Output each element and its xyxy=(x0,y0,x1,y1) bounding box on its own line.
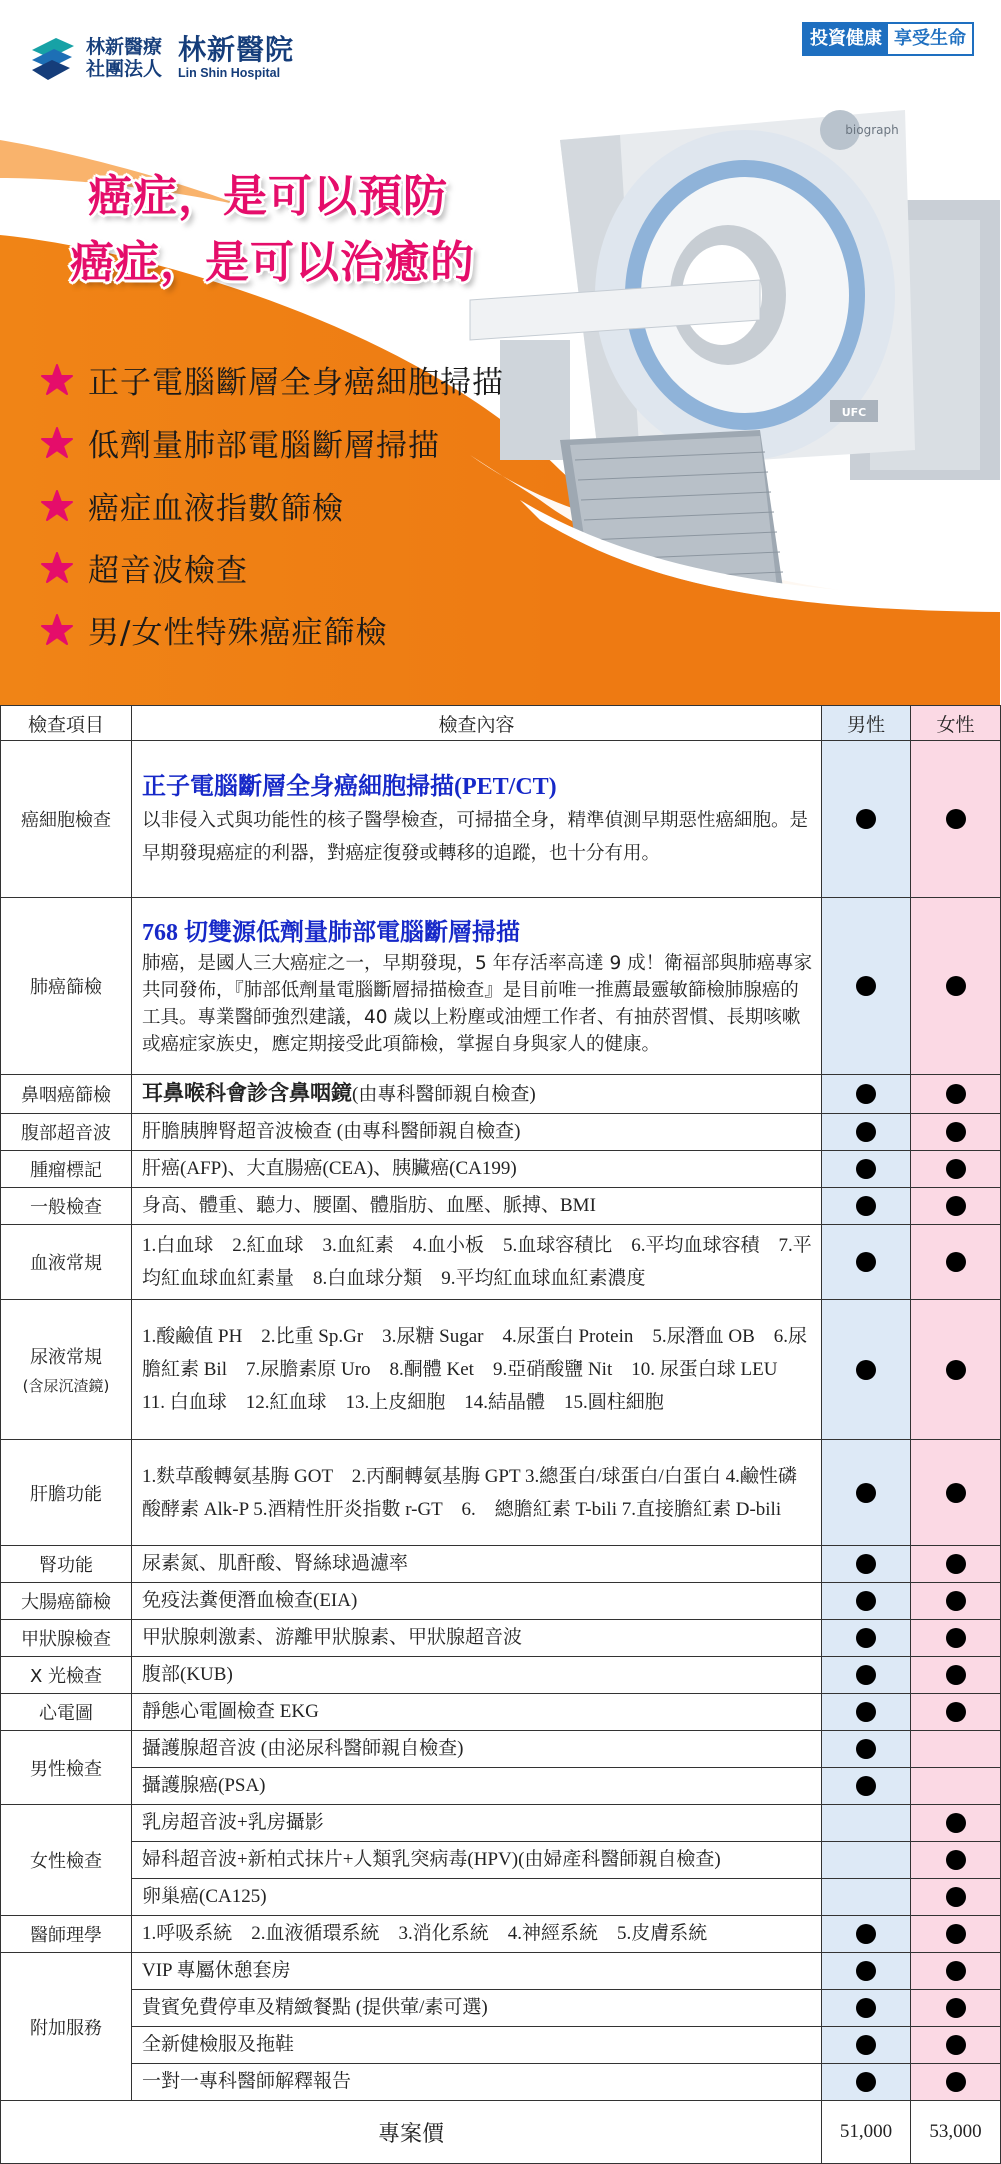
row-content: 婦科超音波+新柏式抹片+人類乳突病毒(HPV)(由婦產科醫師親自檢查) xyxy=(132,1842,822,1879)
included-dot-icon xyxy=(946,2072,966,2092)
row-category: 男性檢查 xyxy=(1,1731,132,1805)
included-dot-icon xyxy=(856,2035,876,2055)
row-category: 大腸癌篩檢 xyxy=(1,1583,132,1620)
included-dot-icon xyxy=(856,1961,876,1981)
row-category: 腎功能 xyxy=(1,1546,132,1583)
row-content: 免疫法糞便潛血檢查(EIA) xyxy=(132,1583,822,1620)
male-included xyxy=(822,741,911,898)
female-included xyxy=(911,1300,1001,1440)
table-row xyxy=(1,1151,1001,1188)
feature-label: 低劑量肺部電腦斷層掃描 xyxy=(88,428,440,464)
hero-banner xyxy=(0,0,1000,705)
nasopharynx-note: (由專科醫師親自檢查) xyxy=(352,1084,536,1105)
slogan-badge xyxy=(802,22,974,56)
included-dot-icon xyxy=(946,1360,966,1380)
table-row xyxy=(1,1225,1001,1300)
table-row xyxy=(1,1731,1001,1768)
male-included xyxy=(822,1953,911,1990)
table-row xyxy=(1,1583,1001,1620)
male-included xyxy=(822,1990,911,2027)
row-content xyxy=(132,741,822,898)
male-included xyxy=(822,1546,911,1583)
included-dot-icon xyxy=(856,1483,876,1503)
feature-item xyxy=(40,420,440,465)
urine-category-label: 尿液常規 xyxy=(30,1347,102,1368)
included-dot-icon xyxy=(946,1702,966,1722)
row-category: 腹部超音波 xyxy=(1,1114,132,1151)
included-dot-icon xyxy=(946,1196,966,1216)
row-category xyxy=(1,1300,132,1440)
row-content: 肝癌(AFP)、大直腸癌(CEA)、胰臟癌(CA199) xyxy=(132,1151,822,1188)
included-dot-icon xyxy=(856,1776,876,1796)
table-row xyxy=(1,1300,1001,1440)
male-included xyxy=(822,1075,911,1114)
row-category: 女性檢查 xyxy=(1,1805,132,1916)
female-included xyxy=(911,2027,1001,2064)
included-dot-icon xyxy=(856,1665,876,1685)
feature-label: 男/女性特殊癌症篩檢 xyxy=(88,615,388,651)
female-included xyxy=(911,1114,1001,1151)
feature-label: 癌症血液指數篩檢 xyxy=(88,491,344,527)
male-included xyxy=(822,1916,911,1953)
table-row xyxy=(1,741,1001,898)
star-icon xyxy=(40,426,74,460)
female-included xyxy=(911,1842,1001,1879)
table-row xyxy=(1,1916,1001,1953)
headline-prevent: 癌症，是可以預防 xyxy=(88,172,448,221)
row-content: 靜態心電圖檢查 EKG xyxy=(132,1694,822,1731)
male-not-included xyxy=(822,1842,911,1879)
included-dot-icon xyxy=(946,809,966,829)
header-category: 檢查項目 xyxy=(1,706,132,741)
included-dot-icon xyxy=(856,1360,876,1380)
row-content: 一對一專科醫師解釋報告 xyxy=(132,2064,822,2101)
row-category: 甲狀腺檢查 xyxy=(1,1620,132,1657)
male-included xyxy=(822,1151,911,1188)
female-included xyxy=(911,1657,1001,1694)
female-not-included xyxy=(911,1731,1001,1768)
logo-hospital-name-en: Lin Shin Hospital xyxy=(178,66,281,80)
female-price: 53,000 xyxy=(911,2101,1001,2164)
male-included xyxy=(822,1583,911,1620)
row-content: 肝膽胰脾腎超音波檢查 (由專科醫師親自檢查) xyxy=(132,1114,822,1151)
pet-ct-title: 正子電腦斷層全身癌細胞掃描(PET/CT) xyxy=(142,774,557,800)
row-content: 腹部(KUB) xyxy=(132,1657,822,1694)
female-included xyxy=(911,1151,1001,1188)
table-row xyxy=(1,1768,1001,1805)
table-row xyxy=(1,1842,1001,1879)
included-dot-icon xyxy=(856,1554,876,1574)
female-included xyxy=(911,898,1001,1075)
slogan-right: 享受生命 xyxy=(888,24,972,54)
female-included xyxy=(911,1620,1001,1657)
table-row xyxy=(1,1440,1001,1546)
row-category: X 光檢查 xyxy=(1,1657,132,1694)
star-icon xyxy=(40,489,74,523)
feature-item xyxy=(40,545,248,590)
price-row xyxy=(1,2101,1001,2164)
scanner-brand-label: biograph xyxy=(845,123,899,137)
female-included xyxy=(911,741,1001,898)
included-dot-icon xyxy=(946,1628,966,1648)
star-icon xyxy=(40,363,74,397)
row-category: 附加服務 xyxy=(1,1953,132,2101)
female-included xyxy=(911,1225,1001,1300)
table-row xyxy=(1,2064,1001,2101)
logo-organization: 林新醫療社團法人 xyxy=(86,37,163,80)
row-category: 肝膽功能 xyxy=(1,1440,132,1546)
row-content: 卵巢癌(CA125) xyxy=(132,1879,822,1916)
included-dot-icon xyxy=(946,1924,966,1944)
table-row xyxy=(1,1694,1001,1731)
checkup-items-table xyxy=(0,705,1001,2164)
pet-ct-description: 以非侵入式與功能性的核子醫學檢查，可掃描全身，精準偵測早期惡性癌細胞。是早期發現癌症的利器，對癌症復發或轉移的追蹤，也十分有用。 xyxy=(142,810,809,864)
row-content: VIP 專屬休憩套房 xyxy=(132,1953,822,1990)
included-dot-icon xyxy=(946,1591,966,1611)
included-dot-icon xyxy=(856,1628,876,1648)
female-included xyxy=(911,1440,1001,1546)
svg-text:UFC: UFC xyxy=(841,406,867,419)
included-dot-icon xyxy=(856,1998,876,2018)
row-category: 血液常規 xyxy=(1,1225,132,1300)
feature-item xyxy=(40,483,344,528)
star-icon xyxy=(40,551,74,585)
table-row xyxy=(1,2027,1001,2064)
table-row xyxy=(1,1620,1001,1657)
row-content xyxy=(132,898,822,1075)
feature-label: 超音波檢查 xyxy=(88,553,248,589)
feature-label: 正子電腦斷層全身癌細胞掃描 xyxy=(88,365,504,401)
included-dot-icon xyxy=(946,976,966,996)
included-dot-icon xyxy=(946,1850,966,1870)
logo-hospital-name: 林新醫院 xyxy=(178,35,295,66)
row-content: 身高、體重、聽力、腰圍、體脂肪、血壓、脈搏、BMI xyxy=(132,1188,822,1225)
included-dot-icon xyxy=(946,2035,966,2055)
female-included xyxy=(911,1075,1001,1114)
male-included xyxy=(822,1440,911,1546)
urine-category-sub: (含尿沉渣鏡) xyxy=(22,1377,110,1395)
table-row xyxy=(1,1953,1001,1990)
male-included xyxy=(822,1114,911,1151)
included-dot-icon xyxy=(856,976,876,996)
row-content: 1.白血球 2.紅血球 3.血紅素 4.血小板 5.血球容積比 6.平均血球容積 7.平均紅血球血紅素量 8.白血球分類 9.平均紅血球血紅素濃度 xyxy=(132,1225,822,1300)
included-dot-icon xyxy=(946,1998,966,2018)
male-included xyxy=(822,1657,911,1694)
star-icon xyxy=(40,613,74,647)
included-dot-icon xyxy=(946,1665,966,1685)
male-included xyxy=(822,1731,911,1768)
included-dot-icon xyxy=(856,1252,876,1272)
slogan-left: 投資健康 xyxy=(804,24,888,54)
table-row xyxy=(1,898,1001,1075)
included-dot-icon xyxy=(856,1739,876,1759)
table-row xyxy=(1,1657,1001,1694)
row-content: 貴賓免費停車及精緻餐點 (提供葷/素可選) xyxy=(132,1990,822,2027)
male-included xyxy=(822,1620,911,1657)
female-included xyxy=(911,2064,1001,2101)
male-price: 51,000 xyxy=(822,2101,911,2164)
included-dot-icon xyxy=(856,2072,876,2092)
included-dot-icon xyxy=(856,1591,876,1611)
included-dot-icon xyxy=(946,1961,966,1981)
male-included xyxy=(822,898,911,1075)
row-category: 鼻咽癌篩檢 xyxy=(1,1075,132,1114)
row-content: 全新健檢服及拖鞋 xyxy=(132,2027,822,2064)
row-content: 尿素氮、肌酐酸、腎絲球過濾率 xyxy=(132,1546,822,1583)
male-included xyxy=(822,2064,911,2101)
lung-ct-description: 肺癌，是國人三大癌症之一，早期發現，5 年存活率高達 9 成！衛福部與肺癌專家共同發佈，『肺部低劑量電腦斷層掃描檢查』是目前唯一推薦最靈敏篩檢肺腺癌的工具。專業醫師強烈建議，40 歲以上粉塵或油煙工作者、有抽菸習慣、長期咳嗽或癌症家族史，應定期接受此項篩檢，掌握自身與家人的健康。 xyxy=(142,953,813,1055)
included-dot-icon xyxy=(946,1252,966,1272)
header-content: 檢查內容 xyxy=(132,706,822,741)
female-included xyxy=(911,1583,1001,1620)
table-row xyxy=(1,1546,1001,1583)
male-included xyxy=(822,2027,911,2064)
table-row xyxy=(1,1188,1001,1225)
table-row xyxy=(1,1114,1001,1151)
nasopharynx-bold: 耳鼻喉科會診含鼻咽鏡 xyxy=(142,1081,352,1105)
included-dot-icon xyxy=(856,1196,876,1216)
price-label: 專案價 xyxy=(1,2101,822,2164)
header-female: 女性 xyxy=(911,706,1001,741)
included-dot-icon xyxy=(946,1122,966,1142)
male-included xyxy=(822,1225,911,1300)
male-included xyxy=(822,1188,911,1225)
female-included xyxy=(911,1546,1001,1583)
row-content: 1.酸鹼值 PH 2.比重 Sp.Gr 3.尿糖 Sugar 4.尿蛋白 Protein 5.尿潛血 OB 6.尿膽紅素 Bil 7.尿膽素原 Uro 8.酮體 Ket 9.亞硝酸鹽 Nit 10. 尿蛋白球 LEU 11. 白血球 12.紅血球 13.上皮細胞 14.結晶體 15.圓柱細胞 xyxy=(132,1300,822,1440)
male-not-included xyxy=(822,1805,911,1842)
row-content: 1.呼吸系統 2.血液循環系統 3.消化系統 4.神經系統 5.皮膚系統 xyxy=(132,1916,822,1953)
row-category: 腫瘤標記 xyxy=(1,1151,132,1188)
table-row xyxy=(1,1805,1001,1842)
row-content: 乳房超音波+乳房攝影 xyxy=(132,1805,822,1842)
banner-background xyxy=(0,0,1000,705)
row-content: 攝護腺超音波 (由泌尿科醫師親自檢查) xyxy=(132,1731,822,1768)
female-included xyxy=(911,1879,1001,1916)
male-included xyxy=(822,1768,911,1805)
hospital-logo-icon xyxy=(28,36,78,82)
hospital-logo[interactable] xyxy=(28,36,294,82)
lung-ct-title: 768 切雙源低劑量肺部電腦斷層掃描 xyxy=(142,920,520,946)
male-included xyxy=(822,1694,911,1731)
row-category: 肺癌篩檢 xyxy=(1,898,132,1075)
female-included xyxy=(911,1694,1001,1731)
female-included xyxy=(911,1916,1001,1953)
included-dot-icon xyxy=(856,1122,876,1142)
included-dot-icon xyxy=(946,1084,966,1104)
included-dot-icon xyxy=(856,809,876,829)
female-not-included xyxy=(911,1768,1001,1805)
row-category: 心電圖 xyxy=(1,1694,132,1731)
male-not-included xyxy=(822,1879,911,1916)
included-dot-icon xyxy=(856,1924,876,1944)
included-dot-icon xyxy=(856,1084,876,1104)
included-dot-icon xyxy=(946,1159,966,1179)
table-header-row xyxy=(1,706,1001,741)
row-category: 醫師理學 xyxy=(1,1916,132,1953)
included-dot-icon xyxy=(856,1159,876,1179)
row-category: 癌細胞檢查 xyxy=(1,741,132,898)
table-row xyxy=(1,1879,1001,1916)
header-male: 男性 xyxy=(822,706,911,741)
headline-cure: 癌症，是可以治癒的 xyxy=(70,238,475,287)
row-content: 攝護腺癌(PSA) xyxy=(132,1768,822,1805)
row-content: 甲狀腺刺激素、游離甲狀腺素、甲狀腺超音波 xyxy=(132,1620,822,1657)
included-dot-icon xyxy=(946,1554,966,1574)
row-content xyxy=(132,1075,822,1114)
included-dot-icon xyxy=(946,1813,966,1833)
male-included xyxy=(822,1300,911,1440)
included-dot-icon xyxy=(856,1702,876,1722)
table-row xyxy=(1,1075,1001,1114)
female-included xyxy=(911,1805,1001,1842)
female-included xyxy=(911,1990,1001,2027)
included-dot-icon xyxy=(946,1483,966,1503)
feature-item xyxy=(40,607,387,652)
feature-item xyxy=(40,357,504,402)
female-included xyxy=(911,1953,1001,1990)
row-content: 1.麩草酸轉氨基脢 GOT 2.丙酮轉氨基脢 GPT 3.總蛋白/球蛋白/白蛋白 4.鹼性磷酸酵素 Alk-P 5.酒精性肝炎指數 r-GT 6. 總膽紅素 T-bili 7.直接膽紅素 D-bili xyxy=(132,1440,822,1546)
row-category: 一般檢查 xyxy=(1,1188,132,1225)
female-included xyxy=(911,1188,1001,1225)
included-dot-icon xyxy=(946,1887,966,1907)
table-row xyxy=(1,1990,1001,2027)
